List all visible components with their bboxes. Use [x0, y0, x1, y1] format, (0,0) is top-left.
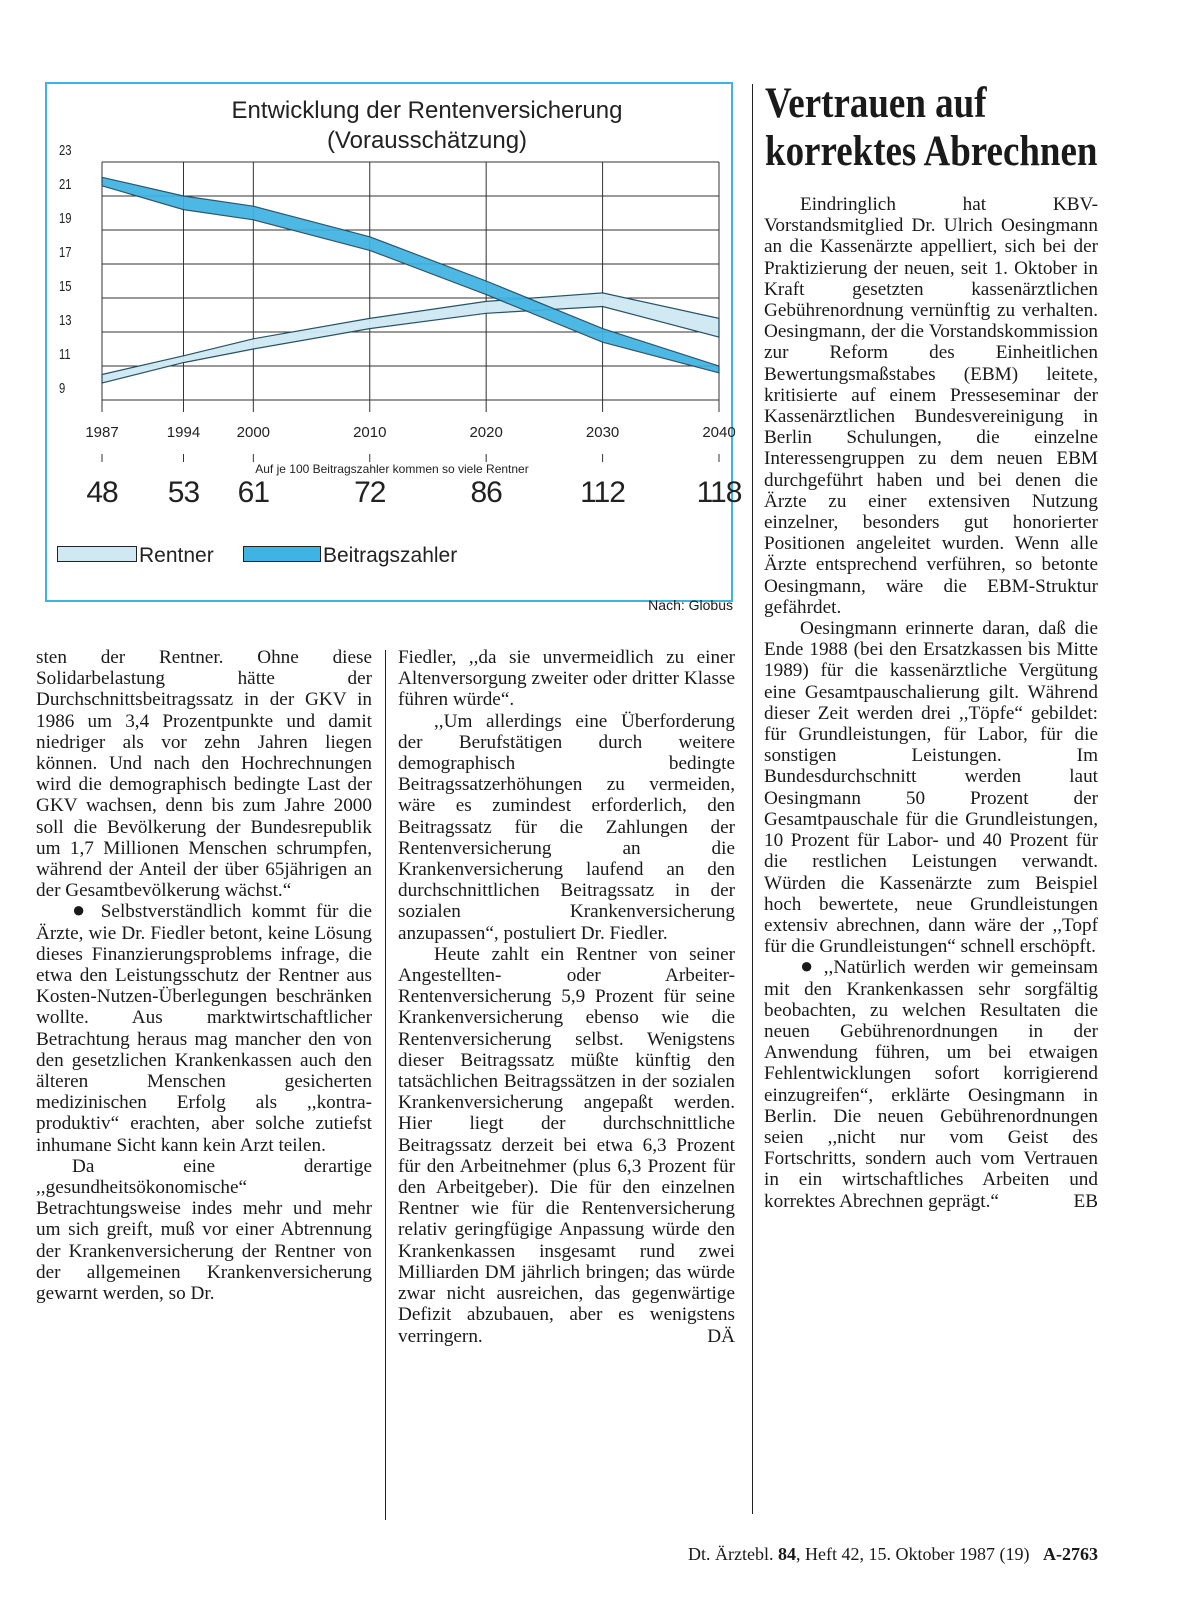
headline-line-2: korrektes Abrechnen	[765, 128, 1098, 175]
y-tick-label: 17	[59, 244, 72, 261]
paragraph-text: Selbstverständlich kommt für die Ärzte, wie Dr. Fiedler betont, keine Lösung dieses Finanzierungsproblems infrage, die etwa den Leistungsschutz der Rentner aus Kosten-Nutzen-Überlegungen beschränken wollte. Aus marktwirtschaftlicher Betrachtung heraus mag mancher den von den gesetzlichen Krankenkassen auch den älteren Menschen gesicherten medizinischen Erfolg als ,,kontra-produktiv“ erachten, aber solche zutiefst inhumane Sicht kann kein Arzt teilen.	[36, 901, 372, 1156]
paragraph: Da eine derartige ,,gesundheitsökonomische“ Betrachtungsweise indes mehr und mehr um sich greift, muß vor einer Abtrennung der Krankenversicherung der Rentner von der allgemeinen Krankenversicherung gewarnt werden, so Dr.	[36, 1155, 372, 1305]
ratio-value: 53	[167, 476, 200, 509]
x-tick-label: 1987	[85, 424, 119, 441]
x-tick-label: 2000	[236, 424, 271, 441]
y-tick-label: 23	[59, 142, 72, 159]
y-tick-label: 13	[59, 312, 72, 329]
chart-source: Nach: Globus	[648, 597, 733, 613]
ratio-value: 118	[696, 476, 742, 509]
column-rule-right	[752, 84, 753, 1514]
paragraph-bullet	[764, 953, 1099, 1212]
y-tick-label: 11	[59, 346, 71, 363]
paragraph: Oesingmann erinnerte daran, daß die Ende 1988 (bei den Ersatzkassen bis Mitte 1989) für die kassenärztliche Vergütung eine Gesamtpauschalierung gilt. Während dieser Zeit werden drei ,,Töpfe“ gebildet: für Grundleistungen, für Labor, für die sonstigen Leistungen. Im Bundesdurchschnitt werden laut Oesingmann 50 Prozent der Gesamtpauschale für die Grundleistungen, 10 Prozent für Labor- und 40 Prozent für die restlichen Leistungen verwandt. Würden die Kassenärzte zum Beispiel hoch bewertete, neue Grundleistungen extensiv abrechnen, dann wäre der ,,Topf für die Grundleistungen“ schnell erschöpft.	[764, 618, 1098, 958]
text-column-1	[36, 647, 372, 1304]
ratio-value: 112	[580, 476, 625, 509]
chart-title: Entwicklung der Rentenversicherung	[231, 97, 623, 124]
chart-subtitle: (Vorausschätzung)	[326, 127, 528, 154]
y-tick-label: 21	[59, 176, 72, 193]
y-tick-label: 9	[59, 380, 66, 397]
footer-page-number: A-2763	[1043, 1544, 1098, 1564]
series-band-beitragszahler	[102, 177, 719, 372]
article-headline	[765, 80, 1098, 176]
bullet-icon: ●	[72, 897, 91, 923]
author-signature: EB	[1073, 1190, 1098, 1212]
ratio-value: 86	[470, 476, 502, 509]
author-signature: DÄ	[707, 1325, 735, 1347]
text-column-2	[398, 647, 735, 1347]
paragraph: Eindringlich hat KBV-Vorstandsmitglied Dr. Ulrich Oesingmann an die Kassenärzte appelliert, sich bei der Praktizierung der neuen, seit 1. Oktober in Kraft gesetzten kassenärztlichen Gebührenordnung vernünftig zu verhalten. Oesingmann, der die Vorstandskommission zur Reform des Einheitlichen Bewertungsmaßstabes (EBM) leitete, kritisierte auf einem Presseseminar der Kassenärztlichen Bundesvereinigung in Berlin Schulungen, die einzelne Interessengruppen zu dem neuen EBM durchgeführt haben und bei denen die Ärzte zu einer extensiven Nutzung einzelner, besonders gut honorierter Positionen angeleitet wurden. Wenn alle Ärzte entsprechend verführen, so betonte Oesingmann, wäre die EBM-Struktur gefährdet.	[764, 194, 1098, 618]
headline-line-1: Vertrauen auf	[765, 80, 987, 127]
footer-volume: 84	[778, 1544, 797, 1564]
x-tick-label: 1994	[166, 424, 201, 441]
legend-swatch-beitragszahler	[243, 546, 321, 562]
paragraph-text: Heute zahlt ein Rentner von seiner Angestellten- oder Arbeiter-Rentenversicherung 5,9 Prozent für seine Krankenversicherung ebenso wie die Rentenversicherung selbst. Wenigstens dieser Beitragssatz müßte künftig den tatsächlichen Beitragssätzen in der sozialen Krankenversicherung angepaßt werden. Hier liegt der durchschnittliche Beitragssatz derzeit bei etwa 6,3 Prozent für den Arbeitnehmer (plus 6,3 Prozent für den Arbeitgeber). Die für den einzelnen Rentner wie für die Rentenversicherung relativ geringfügige Anpassung würde den Krankenkassen insgesamt rund zwei Milliarden DM jährlich bringen; das würde zwar nicht ausreichen, das gegenwärtige Defizit abzubauen, aber es wenigstens verringern.	[398, 943, 735, 1347]
paragraph: ,,Um allerdings eine Überforderung der Berufstätigen durch weitere demographisch bedingte Beitragssatzerhöhungen zu vermeiden, wäre es zumindest erforderlich, den Beitragssatz für die Zahlungen der Rentenversicherung an die Krankenversicherung laufend an den durchschnittlichen Beitragssatz in der sozialen Krankenversicherung anzupassen“, postuliert Dr. Fiedler.	[398, 710, 735, 944]
y-tick-label: 15	[59, 278, 72, 295]
footer-issue: , Heft 42, 15. Oktober 1987 (19)	[796, 1544, 1030, 1564]
column-rule-left	[385, 650, 386, 1520]
bullet-icon: ●	[800, 953, 817, 979]
paragraph-text: ,,Natürlich werden wir gemeinsam mit den Krankenkassen sehr sorgfältig beobachten, zu welchen Resultaten die neuen Gebührenordnungen in der Anwendung führen, um bei etwaigen Fehlentwicklungen sofort korrigierend einzugreifen“, erklärte Oesingmann in Berlin. Die neuen Gebührenordnungen seien ,,nicht nur vom Geist des Fortschritts, sondern auch vom Vertrauen in ein wirtschaftliches Arbeiten und korrektes Abrechnen geprägt.“	[764, 957, 1099, 1212]
chart-canvas	[47, 84, 731, 600]
chart-figure	[45, 82, 742, 602]
footer-journal: Dt. Ärztebl.	[688, 1544, 774, 1564]
paragraph: Fiedler, ,,da sie unvermeidlich zu einer Altenversorgung zweiter oder dritter Klasse führen würde“.	[398, 647, 735, 711]
x-tick-label: 2020	[469, 424, 503, 441]
ratio-value: 48	[86, 476, 118, 509]
paragraph	[398, 944, 735, 1347]
page-footer	[688, 1544, 1098, 1565]
paragraph: sten der Rentner. Ohne diese Solidarbelastung hätte der Durchschnittsbeitragssatz in der GKV in 1986 um 3,4 Prozentpunkte und damit niedriger als vor zehn Jahren liegen können. Und nach den Hochrechnungen wird die demographisch bedingte Last der GKV wachsen, denn bis zum Jahre 2000 soll die Bevölkerung der Bundesrepublik um 1,7 Millionen Menschen schrumpfen, während der Anteil der über 65jährigen an der Gesamtbevölkerung wächst.“	[36, 647, 372, 902]
legend-swatch-rentner	[57, 546, 137, 562]
x-tick-label: 2030	[585, 424, 620, 441]
chart-note: Auf je 100 Beitragszahler kommen so viele Rentner	[255, 462, 529, 476]
text-column-3	[764, 194, 1098, 1212]
ratio-value: 61	[237, 476, 270, 509]
paragraph-bullet	[36, 897, 372, 1156]
legend-label-beitragszahler: Beitragszahler	[323, 544, 458, 567]
ratio-value: 72	[354, 476, 386, 509]
x-tick-label: 2010	[353, 424, 387, 441]
y-tick-label: 19	[59, 210, 72, 227]
legend-label-rentner: Rentner	[139, 544, 214, 567]
x-tick-label: 2040	[702, 424, 736, 441]
